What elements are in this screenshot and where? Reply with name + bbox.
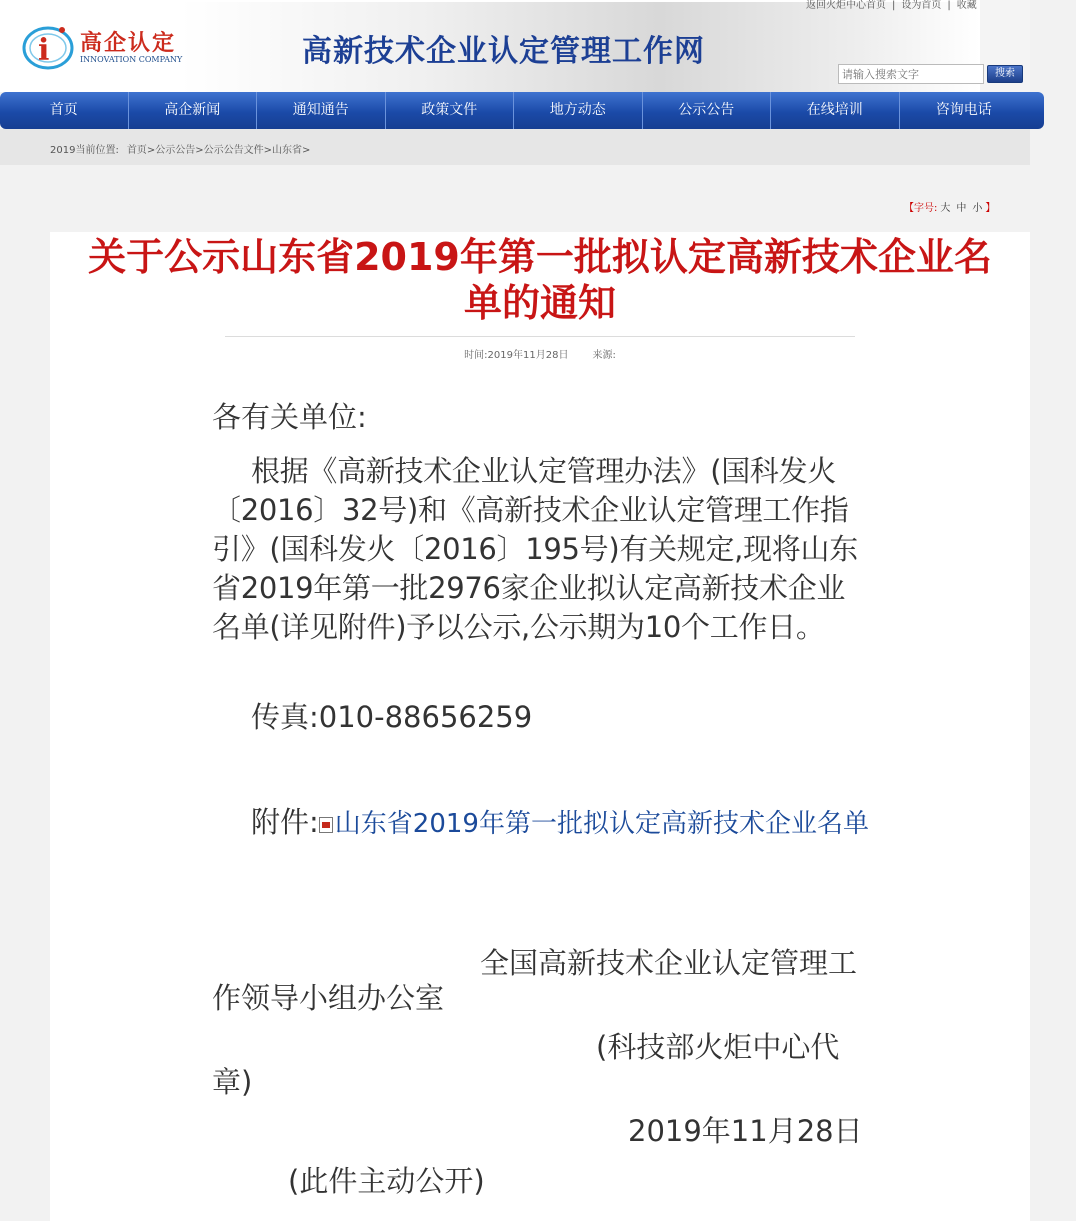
font-size-label: 字号: (914, 203, 938, 214)
nav-announcements[interactable]: 公示公告 (643, 92, 772, 129)
site-title: 高新技术企业认定管理工作网 (302, 34, 705, 69)
top-links: 返回火炬中心首页 | 设为首页 | 收藏 (806, 0, 977, 11)
nav-local[interactable]: 地方动态 (514, 92, 643, 129)
nav-notices[interactable]: 通知通告 (257, 92, 386, 129)
seal-text: (科技部火炬中心代章) (212, 1030, 840, 1099)
attachment-line (212, 804, 872, 843)
nav-home[interactable]: 首页 (0, 92, 129, 129)
article-meta (50, 346, 1030, 361)
nav-policy[interactable]: 政策文件 (386, 92, 515, 129)
seal (212, 1030, 872, 1100)
article (50, 232, 1030, 1221)
salutation: 各有关单位: (212, 400, 367, 434)
link-set-homepage[interactable]: 设为首页 (901, 0, 942, 11)
article-title: 关于公示山东省2019年第一批拟认定高新技术企业名单的通知 (88, 235, 992, 325)
font-size-control: 【字号: 大 中 小 】 (904, 203, 996, 214)
site-header (0, 0, 1030, 92)
nav-contact[interactable]: 咨询电话 (935, 102, 992, 118)
search-input[interactable] (838, 64, 984, 84)
link-favorite[interactable]: 收藏 (956, 0, 977, 11)
nav-news[interactable]: 高企新闻 (129, 92, 258, 129)
fax-line: 传真:010-88656259 (251, 700, 533, 734)
attachment-link[interactable]: 山东省2019年第一批拟认定高新技术企业名单 (334, 809, 869, 839)
article-time: 时间:2019年11月28日 (464, 350, 569, 361)
attachment-label: 附件: (251, 805, 319, 839)
signed-date: 2019年11月28日 (628, 1114, 863, 1148)
breadcrumb-bar (0, 129, 1030, 165)
breadcrumb-path[interactable]: 首页>公示公告>公示公告文件>山东省> (126, 145, 311, 156)
nav-training[interactable]: 在线培训 (771, 92, 900, 129)
logo-swirl-icon (22, 18, 82, 74)
signer (212, 946, 872, 1016)
pdf-file-icon (319, 817, 333, 833)
font-size-large[interactable]: 大 (940, 203, 951, 214)
article-source: 来源: (592, 350, 616, 361)
search-button[interactable]: 搜索 (987, 65, 1023, 83)
main-nav (0, 92, 1044, 129)
font-size-medium[interactable]: 中 (956, 203, 967, 214)
public-note: (此件主动公开) (288, 1164, 485, 1198)
site-logo[interactable] (22, 18, 202, 74)
article-paragraph: 根据《高新技术企业认定管理办法》(国科发火〔2016〕32号)和《高新技术企业认定管理工作指引》(国科发火〔2016〕195号)有关规定,现将山东省2019年第一批2976家企业拟认定高新技术企业名单(详见附件)予以公示,公示期为10个工作日。 (212, 454, 858, 644)
logo-title: 高企认定 (80, 31, 177, 56)
breadcrumb (50, 141, 310, 156)
svg-text:i: i (38, 33, 50, 68)
breadcrumb-label: 2019当前位置: (50, 145, 119, 156)
link-torch-home[interactable]: 返回火炬中心首页 (806, 0, 886, 11)
signer-name: 全国高新技术企业认定管理工作领导小组办公室 (212, 946, 858, 1015)
title-divider (225, 336, 855, 337)
font-size-small[interactable]: 小 (972, 203, 983, 214)
logo-subtitle: INNOVATION COMPANY (80, 55, 183, 64)
